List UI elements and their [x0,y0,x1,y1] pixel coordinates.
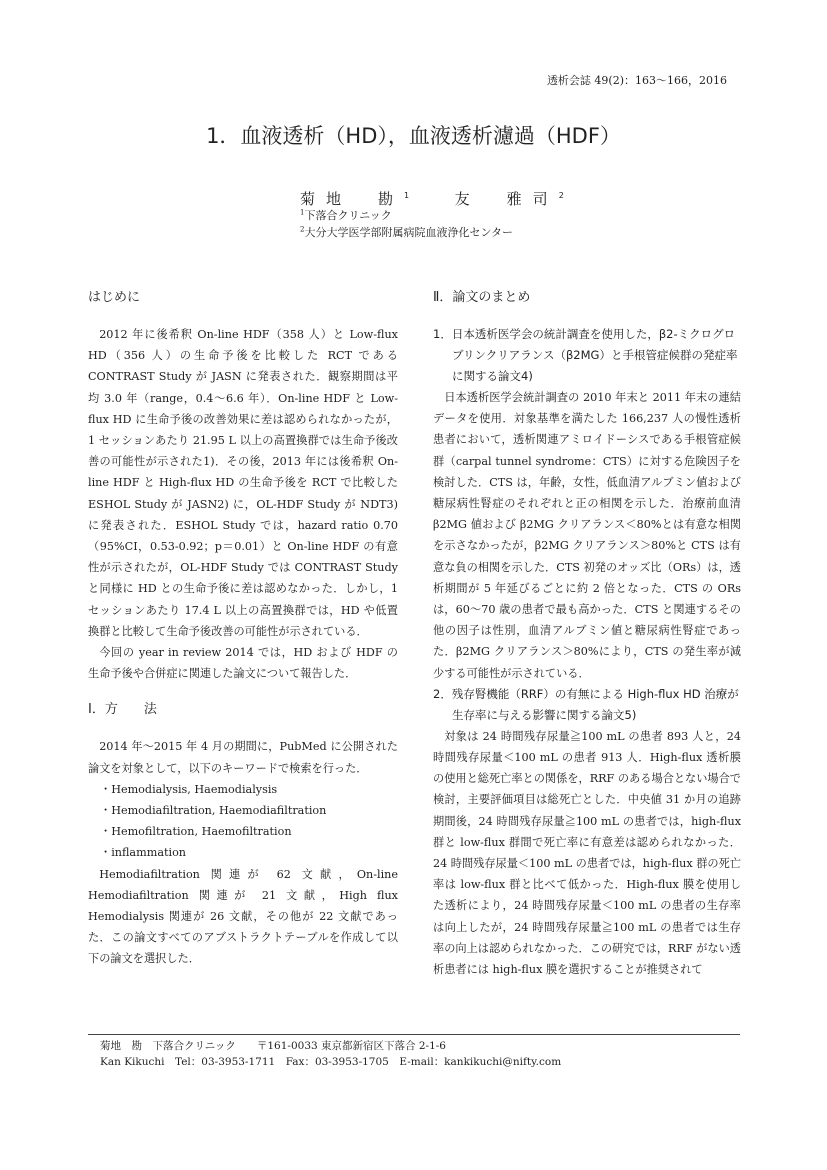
keyword-item: ・Hemofiltration, Haemofiltration [100,825,292,839]
keyword-item: ・Hemodiafiltration, Haemodiafiltration [100,804,327,818]
subsection-body: 対象は 24 時間残存尿量≧100 mL の患者 893 人と，24 時間残存尿量＜100 mL の患者 913 人．High-flux 透析膜の使用と総死亡率との関係を，RRF のある場合とない場合で検討，主要評価項目は総死亡とした．中央値 31 か月の追跡期間後，24 時間残存尿量≧100 mL の患者では，high-flux 群と low-flux 群間で死亡率に有意差は認められなかった．24 時間残存尿量＜100 mL の患者では，high-flux 群の死亡率は low-flux 群と比べて低かった．High-flux 膜を使用した透析により，24 時間残存尿量＜100 mL の患者の生存率は向上したが，24 時間残存尿量≧100 mL の患者では生存率の向上は認められなかった．この研究では，RRF がない透析患者には high-flux 膜を選択することが推奨されて [433,729,741,977]
author-list [300,188,564,209]
author-name: 菊地 勘 [300,190,405,208]
footer-divider [88,1034,740,1035]
intro-paragraph: 今回の year in review 2014 では，HD および HDF の生命予後や合併症に関連した論文について報告した． [88,646,398,681]
keyword-item: ・Hemodialysis, Haemodialysis [100,782,278,796]
correspondence-contact: Kan Kikuchi Tel：03-3953-1711 Fax：03-3953-1705 E-mail：kankikuchi@nifty.com [100,1056,562,1068]
left-column [88,286,398,970]
section-heading-intro: はじめに [88,290,141,305]
subsection-body: 日本透析医学会統計調査の 2010 年末と 2011 年末の連結データを使用．対象基準を満たした 166,237 人の慢性透析患者において，透析関連アミロイドーシスである手根管症候群（carpal tunnel syndrome：CTS）に対する危険因子を検討した．CTS は，年齢，女性，低血清アルブミン値および糖尿病性腎症のそれぞれと正の相関を示した．治療前血清 β2MG 値および β2MG クリアランス＜80%とは有意な相関を示さなかったが，β2MG クリアランス＞80%と CTS は有意な負の相関を示した．CTS 初発のオッズ比（ORs）は，透析期間が 5 年延びるごとに約 2 倍となった．CTS の ORs は，60～70 歳の患者で最も高かった．CTS と関連するその他の因子は性別，血清アルブミン値と糖尿病性腎症であった．β2MG クリアランス＞80%により，CTS の発生率が減少する可能性が示されている． [433,391,741,680]
author-name: 友 雅司 [454,190,559,208]
methods-paragraph: 2014 年～2015 年 4 月の期間に，PubMed に公開された論文を対象として，以下のキーワードで検索を行った． [88,740,398,775]
article-title: 1．血液透析（HD），血液透析濾過（HDF） [206,124,621,148]
correspondence-line: 菊地 勘 下落合クリニック 〒161-0033 東京都新宿区下落合 2-1-6 [100,1040,446,1052]
affiliation-mark: 2 [300,225,305,234]
methods-paragraph: Hemodiafiltration 関連が 62 文献，On-line Hemodiafiltration 関連が 21 文献，High flux Hemodialysis 関連が 26 文献，その他が 22 文献であった．この論文すべてのアブストラクトテーブルを作成して以下の論文を選択した． [88,867,398,966]
journal-citation: 透析会誌 49(2)：163～166，2016 [546,74,727,87]
affiliation-text: 下落合クリニック [304,209,392,222]
affiliation-text: 大分大学医学部附属病院血液浄化センター [304,226,514,239]
author-affiliation-mark: 2 [558,191,564,200]
author-affiliation-mark: 1 [404,191,410,200]
right-column [433,286,741,980]
affiliation [300,224,513,240]
subsection-heading: 2．残存腎機能（RRF）の有無による High-flux HD 治療が生存率に与える影響に関する論文5) [433,686,739,722]
section-heading-methods: Ⅰ．方 法 [88,702,157,718]
keyword-item: ・inflammation [100,846,187,860]
intro-paragraph: 2012 年に後希釈 On-line HDF（358 人）と Low-flux HD（356 人）の生命予後を比較した RCT である CONTRAST Study が JASN に発表された．観察期間は平均 3.0 年（range，0.4～6.6 年）．On-line HDF と Low-flux HD に生命予後の改善効果に差は認められなかったが，1 セッションあたり 21.95 L 以上の高置換群では生命予後改善の可能性が示された1)．その後，2013 年には後希釈 On-line HDF と High-flux HD の生命予後を RCT で比較した ESHOL Study が JASN2) に，OL-HDF Study が NDT3) に発表された．ESHOL Study では，hazard ratio 0.70（95%CI，0.53-0.92；p＝0.01）と On-line HDF の有意性が示されたが，OL-HDF Study では CONTRAST Study と同様に HD との生命予後に差は認めなかった．しかし，1 セッションあたり 17.4 L 以上の高置換群では，HD や低置換群と比較して生命予後改善の可能性が示されている． [88,328,398,638]
affiliation [300,207,392,223]
affiliation-mark: 1 [300,208,305,217]
section-heading-summary: Ⅱ．論文のまとめ [433,290,531,305]
subsection-heading: 1．日本透析医学会の統計調査を使用した，β2-ミクログロブリンクリアランス（β2MG）と手根管症候群の発症率に関する論文4) [433,327,738,383]
